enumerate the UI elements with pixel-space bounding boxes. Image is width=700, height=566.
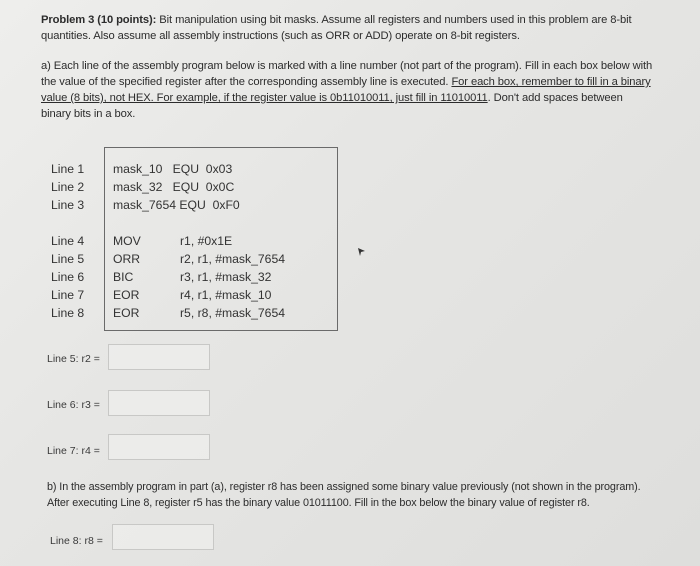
part-b-instructions <box>47 479 695 511</box>
instr-op-line-6: BIC <box>113 270 134 284</box>
line7-r4-answer-box[interactable] <box>108 434 210 460</box>
line8-answer-label: Line 8: r8 = <box>50 535 103 547</box>
problem-title: Problem 3 (10 points): <box>41 14 157 26</box>
part-a-line-2 <box>41 74 696 90</box>
line-label-1: Line 1 <box>51 162 85 176</box>
problem-intro-line-2: quantities. Also assume all assembly instructions (such as ORR or ADD) operate on 8-bit registers. <box>41 30 520 42</box>
instr-args-line-6: r3, r1, #mask_32 <box>180 270 272 284</box>
line7-answer-label: Line 7: r4 = <box>47 445 100 457</box>
instr-op-line-8: EOR <box>113 306 140 320</box>
instr-op-line-7: EOR <box>113 288 140 302</box>
problem-intro <box>41 12 691 44</box>
part-a-line-4: binary bits in a box. <box>41 108 136 120</box>
line-label-3: Line 3 <box>51 198 85 212</box>
cursor-arrow-icon <box>356 247 366 257</box>
line-label-2: Line 2 <box>51 180 85 194</box>
instr-args-line-4: r1, #0x1E <box>180 234 233 248</box>
part-a-line-3 <box>41 90 696 106</box>
part-a-line-1: a) Each line of the assembly program below is marked with a line number (not part of the program). Fill in each box below with <box>41 60 653 72</box>
line-label-4: Line 4 <box>51 234 85 248</box>
part-a-line-3-text: . Don't add spaces between <box>487 92 623 104</box>
line5-answer-label: Line 5: r2 = <box>47 353 100 365</box>
line-label-8: Line 8 <box>51 306 85 320</box>
part-a-line-2-underlined: For each box, remember to fill in a binary <box>451 76 651 88</box>
line6-answer-label: Line 6: r3 = <box>47 399 100 411</box>
line5-r2-answer-box[interactable] <box>108 344 210 370</box>
part-a-instructions <box>41 58 696 122</box>
equ-line-mask-32: mask_32 EQU 0x0C <box>113 180 235 194</box>
line-label-6: Line 6 <box>51 270 85 284</box>
line8-r8-answer-box[interactable] <box>112 524 214 550</box>
problem-intro-text-1: Bit manipulation using bit masks. Assume all registers and numbers used in this problem are 8-bit <box>156 14 632 26</box>
part-a-line-2-text: the value of the specified register after the corresponding assembly line is executed. <box>41 76 452 88</box>
part-b-line-2: After executing Line 8, register r5 has the binary value 01011100. Fill in the box below the binary value of register r8. <box>47 497 590 509</box>
line-label-5: Line 5 <box>51 252 85 266</box>
instr-op-line-5: ORR <box>113 252 141 266</box>
instr-args-line-5: r2, r1, #mask_7654 <box>180 252 286 266</box>
part-a-line-3-underlined: value (8 bits), not HEX. For example, if the register value is 0b11010011, just fill in 11010011 <box>41 92 488 104</box>
instr-op-line-4: MOV <box>113 234 141 248</box>
equ-line-mask-10: mask_10 EQU 0x03 <box>113 162 233 176</box>
equ-line-mask-7654: mask_7654 EQU 0xF0 <box>113 198 240 212</box>
part-b-line-1: b) In the assembly program in part (a), register r8 has been assigned some binary value previously (not shown in the program). <box>47 481 641 493</box>
instr-args-line-8: r5, r8, #mask_7654 <box>180 306 286 320</box>
instr-args-line-7: r4, r1, #mask_10 <box>180 288 272 302</box>
line6-r3-answer-box[interactable] <box>108 390 210 416</box>
line-label-7: Line 7 <box>51 288 85 302</box>
problem-intro-line-1 <box>41 12 691 28</box>
